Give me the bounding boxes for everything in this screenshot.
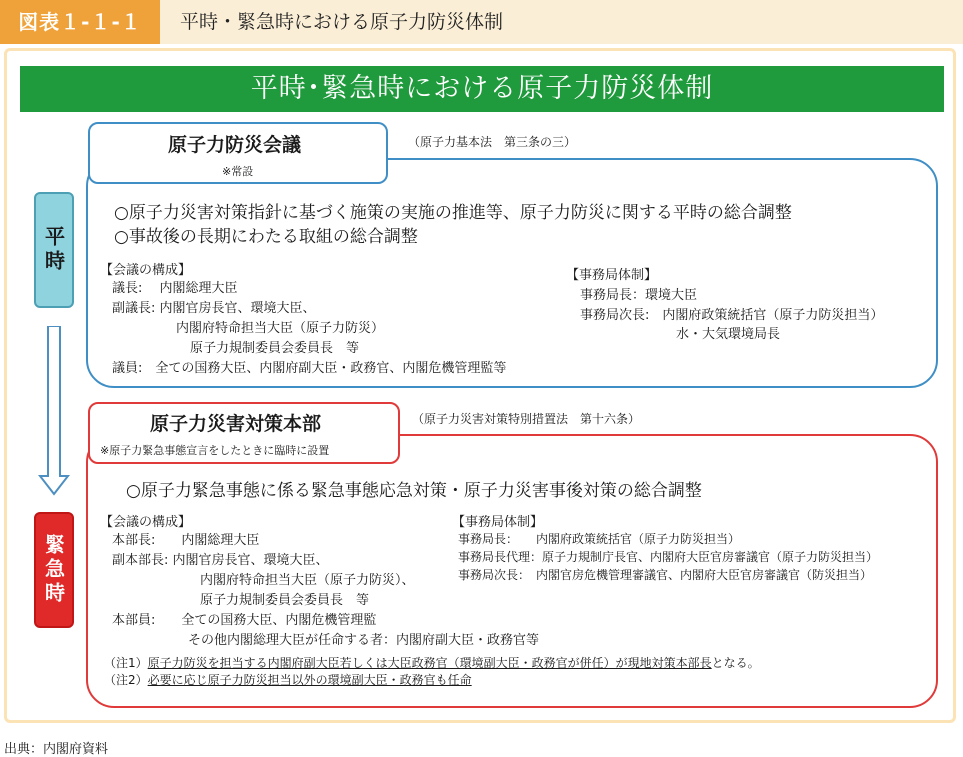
emergency-duty: ○原子力緊急事態に係る緊急事態応急対策・原子力災害事後対策の総合調整	[126, 481, 702, 501]
peacetime-duty: ○原子力災害対策指針に基づく施策の実施の推進等、原子力防災に関する平時の総合調整	[114, 203, 792, 223]
peacetime-law: （原子力基本法 第三条の三）	[408, 135, 577, 149]
peacetime-duty: ○事故後の長期にわたる取組の総合調整	[114, 227, 418, 247]
emergency-law: （原子力災害対策特別措置法 第十六条）	[412, 412, 641, 426]
composition-line: 副本部長: 内閣官房長官、環境大臣、	[112, 553, 329, 568]
note-line	[104, 671, 472, 688]
note-line	[104, 654, 760, 671]
diagram-banner: 平時･緊急時における原子力防災体制	[20, 66, 944, 112]
secretariat-line: 水・大気環境局長	[676, 327, 781, 342]
composition-line: 本部員: 全ての国務大臣、内閣危機管理監	[112, 613, 377, 628]
emergency-label: 緊急時	[34, 512, 74, 628]
composition-line: 議員: 全ての国務大臣、内閣府副大臣・政務官、内閣危機管理監等	[112, 361, 507, 376]
secretariat-line: 事務局長：環境大臣	[580, 288, 698, 303]
composition-line: 内閣府特命担当大臣（原子力防災）、	[200, 573, 415, 588]
note-label: （注2）	[104, 673, 148, 687]
council-note: ※常設	[222, 165, 254, 178]
composition-line: 議長: 内閣総理大臣	[112, 281, 238, 296]
note-label: （注1）	[104, 656, 148, 670]
secretariat-heading: 【事務局体制】	[452, 515, 544, 530]
composition-heading: 【会議の構成】	[100, 263, 192, 278]
composition-line: 原子力規制委員会委員長 等	[200, 593, 370, 608]
note-text: 必要に応じ原子力防災担当以外の環境副大臣・政務官も任命	[147, 673, 472, 687]
secretariat-line: 事務局次長: 内閣府政策統括官（原子力防災担当）	[580, 308, 884, 323]
secretariat-line: 事務局次長： 内閣官房危機管理審議官、内閣府大臣官房審議官（防災担当）	[458, 568, 873, 582]
figure-header	[0, 0, 963, 44]
down-arrow-icon	[38, 326, 70, 496]
secretariat-line: 事務局長： 内閣府政策統括官（原子力防災担当）	[458, 532, 741, 546]
source-credit: 出典：内閣府資料	[4, 742, 109, 757]
note-text: 原子力防災を担当する内閣府副大臣若しくは大臣政務官（環境副大臣・政務官が併任）が現地対策本部長	[147, 656, 712, 670]
council-name: 原子力防災会議	[168, 134, 302, 156]
composition-line: 本部長: 内閣総理大臣	[112, 533, 260, 548]
peacetime-label: 平時	[34, 192, 74, 308]
composition-line: 原子力規制委員会委員長 等	[190, 341, 360, 356]
secretariat-line: 事務局長代理：原子力規制庁長官、内閣府大臣官房審議官（原子力防災担当）	[458, 550, 879, 564]
figure-number: 図表１-１-１	[0, 0, 160, 44]
composition-heading: 【会議の構成】	[100, 515, 192, 530]
hq-note: ※原子力緊急事態宣言をしたときに臨時に設置	[100, 444, 330, 457]
composition-line: 内閣府特命担当大臣（原子力防災）	[176, 321, 385, 336]
note-tail: となる。	[711, 656, 760, 670]
composition-line: その他内閣総理大臣が任命する者：内閣府副大臣・政務官等	[188, 633, 540, 648]
composition-line: 副議長: 内閣官房長官、環境大臣、	[112, 301, 316, 316]
hq-name: 原子力災害対策本部	[150, 413, 322, 435]
figure-title: 平時・緊急時における原子力防災体制	[180, 11, 504, 33]
secretariat-heading: 【事務局体制】	[566, 268, 658, 283]
